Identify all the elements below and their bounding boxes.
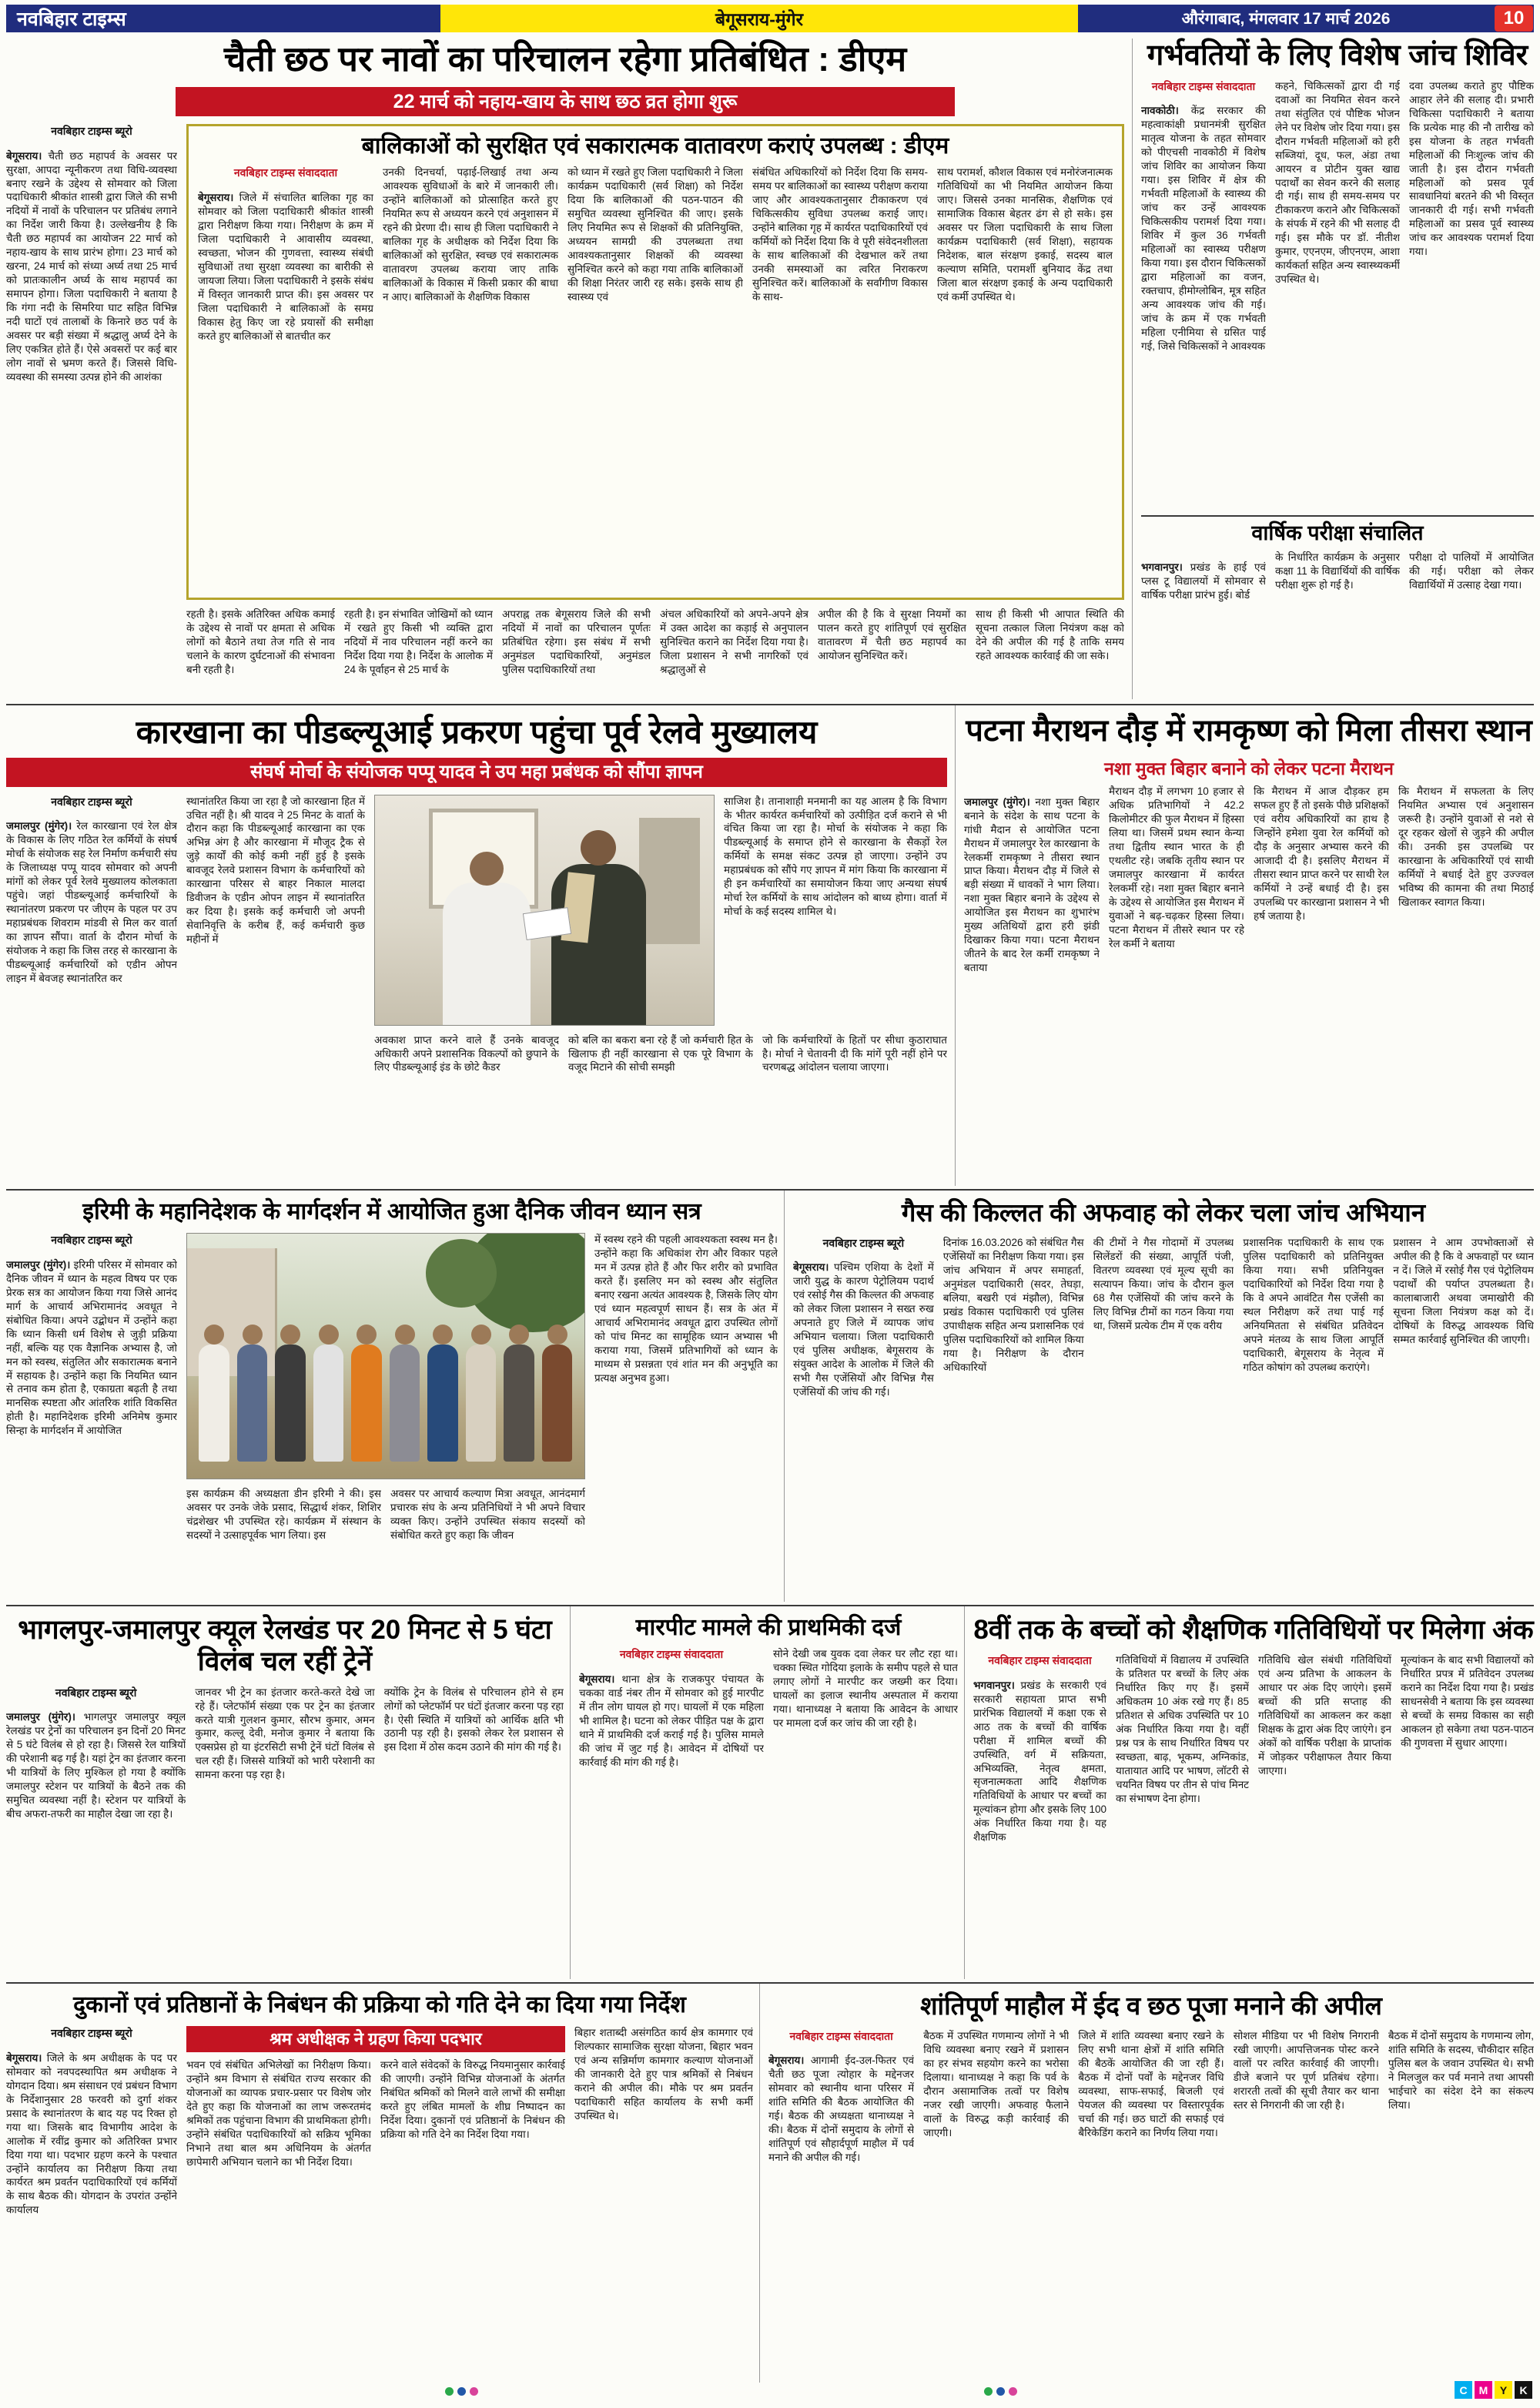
article-factory-pwi [6, 713, 947, 1178]
dateline: जमालपुर (मुंगेर)। [6, 1258, 71, 1271]
article-column: करने वाले संवेदकों के विरुद्ध नियमानुसार कार्रवाई की जाएगी। उन्होंने विभिन्न योजनाओं के अंतर्गत निबंधित श्रमिकों को मिलने वाले लाभों की समीक्षा करते हुए लंबित मामलों के शीघ्र निष्पादन का निर्देश दिया। दुकानों एवं प्रतिष्ठानों के निबंधन की प्रक्रिया को गति देने का निर्देश दिया गया। [380, 2059, 565, 2141]
registration-marks [445, 2387, 478, 2396]
section-trains-fir-school [6, 1605, 1534, 1985]
article-column: जानवर भी ट्रेन का इंतजार करते-करते देखे जा रहे हैं। प्लेटफॉर्म संख्या एक पर ट्रेन का इंतजार करते यात्री गुलशन कुमार, सौरभ कुमार, अमन कुमार, कल्लू देवी, मनोज कुमार ने बताया कि एक्सप्रेस हो या इंटरसिटी सभी ट्रेनें घंटों विलंब से चल रही हैं। जिससे यात्रियों को भारी परेशानी का सामना करना पड़ रहा है। [195, 1686, 375, 1781]
subhead-banner-factory: संघर्ष मोर्चा के संयोजक पप्पू यादव ने उप महा प्रबंधक को सौंपा ज्ञापन [6, 758, 947, 787]
headline-peace-meeting: शांतिपूर्ण माहौल में ईद व छठ पूजा मनाने की अपील [920, 1991, 1382, 2020]
article-column: गतिविधि खेल संबंधी गतिविधियों एवं अन्य प्रतिभा के आकलन के आधार पर अंक दिए जाएंगे। इसमें बच्चों की प्रति सप्ताह की गतिविधियों का आकलन कर कक्षा शिक्षक के द्वारा अंक दिए जाएंगे। इन अंकों को वार्षिक परीक्षा के प्राप्तांक में जोड़कर परीक्षाफल तैयार किया जाएगा। [1258, 1654, 1391, 1777]
headline-labour-office: दुकानों एवं प्रतिष्ठानों के निबंधन की प्रक्रिया को गति देने का दिया गया निर्देश [73, 1992, 686, 2018]
dateline: बेगूसराय। [793, 1261, 829, 1274]
registration-dot [996, 2387, 1005, 2396]
dateline: जमालपुर (मुंगेर)। [964, 795, 1030, 808]
article-column: को ध्यान में रखते हुए जिला पदाधिकारी ने जिला कार्यक्रम पदाधिकारी (सर्व शिक्षा) को निर्देश दिया कि बालिकाओं की पठन-पाठन की समुचित व्यवस्था सुनिश्चित की जाए। इसके लिए नियमित रूप से शिक्षकों की प्रतिनियुक्ति, अध्ययन सामग्री की उपलब्धता तथा आवश्यकतानुसार शिक्षकों की व्यवस्था सुनिश्चित करने को कहा गया ताकि बालिकाओं की शिक्षा निरंतर जारी रह सके। इसके साथ ही स्वास्थ्य एवं [567, 166, 743, 303]
article-text [6, 819, 177, 985]
article-labour-office [6, 1991, 753, 2377]
article-column [6, 795, 177, 1178]
subhead-banner-boats: 22 मार्च को नहाय-खाय के साथ छठ व्रत होगा शुरू [176, 87, 955, 116]
article-column: के निर्धारित कार्यक्रम के अनुसार कक्षा 11 के विद्यार्थियों की वार्षिक परीक्षा शुरू हो गई है। [1275, 551, 1400, 591]
article-text: जिले के श्रम अधीक्षक के पद पर सोमवार को नवपदस्थापित श्रम अधीक्षक ने योगदान दिया। श्रम संसाधन एवं प्रबंधन विभाग के निर्देशानुसार 28 फरवरी को दुर्गा शंकर प्रसाद के स्थानांतरण के बाद यह पद रिक्त हो गया था। जिसके बाद विभागीय आदेश के आलोक में रवींद्र कुमार को अतिरिक्त प्रभार दिया गया था। पदभार ग्रहण करने के पश्चात उन्होंने कार्यालय का निरीक्षण किया तथा कार्यरत श्रम प्रवर्तन पदाधिकारियों एवं कर्मियों के साथ बैठक की। योगदान के उपरांत उन्होंने कार्यालय [6, 2051, 177, 2216]
article-column: कि मैराथन में आज दौड़कर हम सफल हुए हैं तो इसके पीछे प्रशिक्षकों एवं वरीय अधिकारियों का हाथ है जिन्होंने हमेशा युवा रेल कर्मियों को दौड़ के अनुसार अभ्यास करने की आजादी दी है। इसलिए मैराथन में तीसरा स्थान प्राप्त करने पर साथी रेल कर्मियों ने उन्हें बधाई दी है। इस उपलब्धि पर कारखाना प्रशासन ने भी हर्ष जताया है। [1254, 785, 1389, 922]
dateline: जमालपुर (मुंगेर)। [6, 1711, 75, 1723]
edition-name: बेगूसराय-मुंगेर [440, 5, 1078, 32]
article-text: भागलपुर जमालपुर क्यूल रेलखंड पर ट्रेनों का परिचालन इन दिनों 20 मिनट से 5 घंटे विलंब से हो रहा है। जिससे रेल यात्रियों की परेशानी बढ़ गई है। यहां ट्रेन का इंतजार करना भी यात्रियों के लिए मुश्किल हो गया है क्योंकि जमालपुर स्टेशन पर यात्रियों के बैठने तक की समुचित व्यवस्था नहीं है। स्टेशन पर यात्रियों के बीच अफरा-तफरी का माहौल देखा जा रहा है। [6, 1711, 186, 1820]
photo-cabinet [639, 818, 700, 944]
page-number: 10 [1495, 5, 1533, 32]
article-column: अपील की है कि वे सुरक्षा नियमों का पालन करते हुए शांतिपूर्ण एवं सुरक्षित वातावरण में चैती छठ महापर्व का आयोजन सुनिश्चित करें। [818, 608, 966, 661]
dateline: बेगूसराय। [198, 191, 234, 203]
article-column [6, 1233, 177, 1593]
article-boats [6, 39, 1124, 695]
headline-fir: मारपीट मामले की प्राथमिकी दर्ज [635, 1615, 902, 1640]
masthead [6, 5, 1534, 32]
article-column: की टीमों ने गैस गोदामों में उपलब्ध सिलेंडरों की संख्या, आपूर्ति पंजी, वितरण व्यवस्था एवं मूल्य सूची का सत्यापन किया। जांच के दौरान कुल 68 गैस एजेंसियों की जांच करने के लिए विभिन्न टीमों का गठन किया गया था, जिसमें प्रत्येक टीम में एक वरीय [1093, 1236, 1234, 1331]
article-train-delay [6, 1614, 564, 1952]
headline-pregnancy-camp: गर्भवतियों के लिए विशेष जांच शिविर [1147, 39, 1528, 72]
byline: नवबिहार टाइम्स संवाददाता [233, 166, 338, 179]
dateline: बेगूसराय। [579, 1673, 615, 1685]
dateline: नावकोठी। [1141, 105, 1179, 117]
article-column [964, 785, 1100, 1122]
photo-person [427, 1345, 458, 1462]
headline-gas-inquiry: गैस की किल्लत की अफवाह को लेकर चला जांच अभियान [901, 1198, 1426, 1227]
dateline: बेगूसराय। [768, 2055, 805, 2067]
photo-person [313, 1345, 344, 1462]
headline-train-delay: भागलपुर-जमालपुर क्यूल रेलखंड पर 20 मिनट से 5 घंटा विलंब चल रहीं ट्रेनें [18, 1615, 552, 1677]
headline-marathon: पटना मैराथन दौड़ में रामकृष्ण को मिला तीसरा स्थान [966, 714, 1532, 748]
registration-dot [984, 2387, 993, 2396]
photo-person-dark-kurta [551, 864, 646, 1025]
photo-tree [426, 1239, 497, 1308]
article-text: चैती छठ महापर्व के अवसर पर सुरक्षा, आपदा न्यूनीकरण तथा विधि-व्यवस्था बनाए रखने के उद्देश्य से सोमवार को जिला पदाधिकारी श्रीकांत शास्त्री द्वारा जिले की सभी नदियों में नावों के परिचालन पर प्रतिबंध लगाने का निर्देश जारी किया है। उल्लेखनीय है कि चैती छठ महापर्व का आयोजन 22 मार्च को नहाय-खाय के साथ प्रारंभ होगा। 23 मार्च को खरना, 24 मार्च को संध्या अर्घ्य तथा 25 मार्च को प्रातःकालीन अर्घ्य के साथ महापर्व का समापन होगा। जिला पदाधिकारी ने बताया है कि गंगा नदी के सिमरिया घाट सहित विभिन्न नदी घाटों एवं तालाबों के किनारे छठ पर्व के अवसर पर बड़ी संख्या में श्रद्धालु अर्घ्य देने के लिए एकत्रित होते हैं। ऐसे अवसरों पर कई बार लोग नावों से भ्रमण करते हैं। जिससे विधि-व्यवस्था की समस्या उत्पन्न होने की आशंका [6, 149, 177, 383]
dateline: बेगूसराय। [6, 2051, 42, 2064]
photo-people-row [199, 1345, 572, 1462]
article-gas-inquiry [793, 1198, 1534, 1593]
article-text [6, 149, 177, 384]
article-text [768, 2054, 914, 2165]
article-column: इस कार्यक्रम की अध्यक्षता डीन इरिमी ने की। इस अवसर पर उनके जेके प्रसाद, सिद्धार्थ शंकर, शिशिर चंद्रशेखर भी उपस्थित रहे। कार्यक्रम में संस्थान के सदस्यों ने उत्साहपूर्वक भाग लिया। इस [186, 1488, 381, 1542]
yellow-mark: Y [1495, 2381, 1512, 2399]
article-column: साथ ही किसी भी आपात स्थिति की सूचना तत्काल जिला नियंत्रण कक्ष को देने की अपील की गई है ताकि समय रहते आवश्यक कार्रवाई की जा सके। [976, 608, 1124, 661]
article-text [973, 1679, 1106, 1844]
dateline: भगवानपुर। [1141, 561, 1183, 574]
article-column: प्रशासन ने आम उपभोक्ताओं से अपील की है कि वे अफवाहों पर ध्यान न दें। जिले में रसोई गैस एवं पेट्रोलियम पदार्थों की पर्याप्त उपलब्धता है। कालाबाजारी अथवा जमाखोरी की सूचना जिला नियंत्रण कक्ष को दें। दोषियों के विरुद्ध आवश्यक विधि सम्मत कार्रवाई सुनिश्चित की जाएगी। [1393, 1236, 1534, 1345]
boats-first-column [6, 124, 177, 695]
article-column: प्रशासनिक पदाधिकारी के साथ एक पुलिस पदाधिकारी को प्रतिनियुक्त किया गया। सभी प्रतिनियुक्त पदाधिकारियों को निर्देश दिया गया है कि वे अपने आवंटित गैस एजेंसी का स्थल निरीक्षण करें तथा पाई गई अनियमितता से संबंधित प्रतिवेदन अपने मंतव्य के साथ जिला आपूर्ति पदाधिकारी, बेगूसराय के नेतृत्व में गठित कोषांग को उपलब्ध कराएंगे। [1243, 1236, 1384, 1373]
article-text: केंद्र सरकार की महत्वाकांक्षी प्रधानमंत्री सुरक्षित मातृत्व योजना के तहत सोमवार को पीएचसी नावकोठी में विशेष जांच शिविर का आयोजन किया गया। इस शिविर में क्षेत्र की गर्भवती महिलाओं के स्वास्थ्य की जांच कर उन्हें आवश्यक चिकित्सकीय परामर्श दिया गया। शिविर में कुल 36 गर्भवती महिलाओं का स्वास्थ्य परीक्षण किया गया। इस दौरान चिकित्सकों द्वारा महिलाओं का वजन, रक्तचाप, हीमोग्लोबिन, मूत्र सहित अन्य आवश्यक जांच की गई। जांच के क्रम में एक गर्भवती महिला एनीमिया से ग्रसित पाई गई, जिसे चिकित्सकों ने आवश्यक [1141, 105, 1266, 352]
article-column: बैठक में दोनों समुदाय के गणमान्य लोग, शांति समिति के सदस्य, चौकीदार सहित पुलिस बल के जवान उपस्थित थे। सभी ने मिलजुल कर पर्व मनाने तथा आपसी भाईचारे का संदेश देने का संकल्प लिया। [1388, 2029, 1534, 2111]
magenta-mark: M [1475, 2381, 1492, 2399]
article-column: अवकाश प्राप्त करने वाले हैं उनके बावजूद अधिकारी अपने प्रशासनिक विकल्पों को छुपाने के लिए पीडब्ल्यूआई इंड के छोटे कैडर [374, 1033, 559, 1073]
article-fir [579, 1614, 958, 1949]
article-column: बिहार शताब्दी असंगठित कार्य क्षेत्र कामगार एवं शिल्पकार सामाजिक सुरक्षा योजना, बिहार भवन एवं अन्य सन्निर्माण कामगार कल्याण योजनाओं की जानकारी देते हुए पात्र श्रमिकों से निबंधन कराने की अपील की। मौके पर श्रम प्रवर्तन पदाधिकारी सहित कार्यालय के सभी कर्मी उपस्थित थे। [574, 2027, 753, 2122]
article-annual-exam [1141, 515, 1534, 632]
article-column [1141, 79, 1266, 507]
registration-dot [1009, 2387, 1017, 2396]
dateline: बेगूसराय। [6, 149, 42, 162]
article-column: जो कि कर्मचारियों के हितों पर सीधा कुठाराघात है। मोर्चा ने चेतावनी दी कि मांगें पूरी नहीं होने पर चरणबद्ध आंदोलन चलाया जाएगा। [762, 1033, 947, 1073]
article-column: अपराह्न तक बेगूसराय जिले की सभी नदियों में नावों का परिचालन पूर्णतः प्रतिबंधित रहेगा। इस संबंध में सभी अनुमंडल पदाधिकारियों, अनुमंडल पुलिस पदाधिकारियों तथा [502, 608, 651, 675]
article-column: मूल्यांकन के बाद सभी विद्यालयों को निर्धारित प्रपत्र में प्रतिवेदन उपलब्ध कराने का निर्देश दिया गया है। प्रखंड साधनसेवी ने बताया कि इस व्यवस्था से बच्चों के समग्र विकास का सही आकलन हो सकेगा तथा पठन-पाठन की गुणवत्ता में सुधार आएगा। [1401, 1654, 1534, 1750]
article-text [198, 191, 373, 343]
article-text [6, 1258, 177, 1438]
article-column [579, 1647, 764, 1949]
article-column: कि मैराथन में सफलता के लिए नियमित अभ्यास एवं अनुशासन जरूरी है। उन्होंने युवाओं से नशे से दूर रहकर खेलों से जुड़ने की अपील की। उनकी इस उपलब्धि पर कारखाना के अधिकारियों एवं साथी कर्मियों ने बधाई देते हुए उज्ज्वल भविष्य की कामना की तथा मिठाई खिलाकर स्वागत किया। [1398, 785, 1534, 908]
headline-boats: चैती छठ पर नावों का परिचालन रहेगा प्रतिबंधित : डीएम [223, 39, 907, 79]
article-text [1141, 561, 1266, 602]
subhead-banner-labour: श्रम अधीक्षक ने ग्रहण किया पदभार [186, 2026, 565, 2052]
article-column: सोने देखी जब युवक दवा लेकर घर लौट रहा था। चक्का स्थित गोदिया इलाके के समीप पहले से घात लगाए लोगों ने मारपीट कर जख्मी कर दिया। घायलों का इलाज स्थानीय अस्पताल में कराया गया। थानाध्यक्ष ने बताया कि आवेदन के आधार पर मामला दर्ज कर जांच की जा रही है। [773, 1648, 958, 1730]
headline-factory-pwi: कारखाना का पीडब्ल्यूआई प्रकरण पहुंचा पूर्व रेलवे मुख्यालय [136, 714, 818, 750]
registration-marks [984, 2387, 1017, 2396]
article-column: स्थानांतरित किया जा रहा है जो कारखाना हित में उचित नहीं है। श्री यादव ने 25 मिनट के वार्ता के दौरान कहा कि पीडब्ल्यूआई कारखाना का एक अभिन्न अंग है और कारखाना में मौजूद ट्रैक से जुड़े कार्यों की कोई कमी नहीं हुई है इसके बावजूद रेलवे प्रशासन विभाग के कर्मचारियों को कारखाना परिसर से बाहर निकाल मालदा डिवीजन के एडीन ओपन लाइन में स्थानांतरित कर दिया है। इसके कई कर्मचारी जो अपनी सेवानिवृत्ति के करीब हैं, कई कर्मचारी कुछ महीनों में [186, 795, 365, 946]
article-text [579, 1673, 764, 1770]
column-divider [955, 705, 956, 1186]
byline: नवबिहार टाइम्स संवाददाता [619, 1648, 724, 1661]
registration-dot [445, 2387, 454, 2396]
dateline: जमालपुर (मुंगेर)। [6, 820, 72, 832]
headline-girls-home: बालिकाओं को सुरक्षित एवं सकारात्मक वातावरण कराएं उपलब्ध : डीएम [361, 133, 949, 159]
article-column: रहती है। इन संभावित जोखिमों को ध्यान में रखते हुए किसी भी व्यक्ति द्वारा नदियों में नाव परिचालन नहीं करने का निर्देश दिया गया है। निर्देश के आलोक में 24 के पूर्वाहन से 25 मार्च के [344, 608, 493, 675]
photo-person [199, 1345, 229, 1462]
headline-annual-exam: वार्षिक परीक्षा संचालित [1251, 521, 1424, 544]
article-column: भवन एवं संबंधित अभिलेखों का निरीक्षण किया। उन्होंने श्रम विभाग से संबंधित राज्य सरकार की योजनाओं का व्यापक प्रचार-प्रसार पर विशेष जोर देते हुए कहा कि योजनाओं का लाभ जरूरतमंद श्रमिकों तक पहुंचाना विभाग की प्राथमिकता होगी। उन्होंने संबंधित पदाधिकारियों को सक्रिय भूमिका निभाने तथा बाल श्रम अधिनियम के अंतर्गत छापेमारी अभियान चलाने का भी निर्देश दिया। [186, 2059, 371, 2169]
column-divider [964, 1606, 965, 1979]
article-text [1141, 104, 1266, 353]
cyan-mark: C [1455, 2381, 1472, 2399]
photo-person-white-shirt [443, 882, 531, 1025]
registration-dot [457, 2387, 466, 2396]
article-pregnancy-camp [1141, 39, 1534, 632]
article-column: क्योंकि ट्रेन के विलंब से परिचालन होने से हम लोगों को प्लेटफॉर्म पर घंटों इंतजार करना पड़ रहा है। ऐसी स्थिति में यात्रियों को आर्थिक क्षति भी उठानी पड़ रही है। इसको लेकर रेल प्रशासन से इस दिशा में ठोस कदम उठाने की मांग की गई है। [383, 1686, 564, 1753]
article-column: बैठक में उपस्थित गणमान्य लोगों ने भी विधि व्यवस्था बनाए रखने में प्रशासन का हर संभव सहयोग करने का भरोसा दिलाया। थानाध्यक्ष ने कहा कि पर्व के दौरान असामाजिक तत्वों पर विशेष नजर रखी जाएगी। अफवाह फैलाने वालों के विरुद्ध कड़ी कार्रवाई की जाएगी। [923, 2029, 1070, 2138]
article-column: जिले में शांति व्यवस्था बनाए रखने के लिए सभी थाना क्षेत्रों में शांति समिति की बैठकें आयोजित की जा रही हैं। बैठक में दोनों पर्वों के मद्देनजर विधि व्यवस्था, साफ-सफाई, बिजली एवं पेयजल की व्यवस्था पर विस्तारपूर्वक चर्चा की गई। छठ घाटों की सफाई एवं बैरिकेडिंग कराने का निर्णय लिया गया। [1078, 2029, 1224, 2138]
article-column [6, 1686, 186, 1952]
dateline: भगवानपुर। [973, 1679, 1015, 1691]
boats-continuation [186, 608, 1124, 694]
article-text [6, 2051, 177, 2217]
article-peace-meeting [768, 1991, 1534, 2377]
column-divider [1132, 39, 1133, 699]
section-factory-marathon [6, 704, 1534, 1192]
article-text: पश्चिम एशिया के देशों में जारी युद्ध के कारण पेट्रोलियम पदार्थ एवं रसोई गैस की किल्लत की अफवाह को लेकर जिला प्रशासन ने सख्त रुख अपनाते हुए जिले में व्यापक जांच अभियान चलाया। जिला पदाधिकारी एवं पुलिस अधीक्षक, बेगूसराय के संयुक्त आदेश के आलोक में जिले की सभी गैस एजेंसियों और विभिन्न गैस एजेंसियों की जांच की गई। [793, 1261, 934, 1398]
byline: नवबिहार टाइम्स ब्यूरो [51, 2027, 132, 2040]
section-top [6, 39, 1534, 699]
article-column [6, 2026, 177, 2377]
article-column: गतिविधियों में विद्यालय में उपस्थिति के प्रतिशत पर बच्चों के लिए अंक निर्धारित किए गए हैं। इसमें अधिकतम 10 अंक रखे गए हैं। 85 प्रतिशत से अधिक उपस्थिति पर 10 अंक निर्धारित किया गया है। वहीं प्रश्न पत्र के साथ निर्धारित विषय पर स्वच्छता, बाढ़, भूकम्प, अग्निकांड, यातायात आदि पर भाषण, लॉटरी से चयनित विषय पर तीन से पांच मिनट का संभाषण देना होगा। [1116, 1654, 1249, 1804]
column-divider [784, 1191, 785, 1602]
article-text: जिले में संचालित बालिका गृह का सोमवार को जिला पदाधिकारी श्रीकांत शास्त्री द्वारा निरीक्षण किया गया। निरीक्षण के क्रम में जिला पदाधिकारी ने आवासीय व्यवस्था, स्वच्छता, भोजन की गुणवत्ता, स्वास्थ्य संबंधी सुविधाओं तथा सुरक्षा व्यवस्था का बारीकी से जायजा लिया। जिला पदाधिकारी ने इसके संबंध में विस्तृत जानकारी प्राप्त की। इस अवसर पर जिला पदाधिकारी ने बालिकाओं के समग्र विकास हेतु किए जा रहे प्रयासों की समीक्षा करते हुए बालिकाओं से बातचीत कर [198, 191, 373, 342]
photo-person [237, 1345, 268, 1462]
article-column: परीक्षा दो पालियों में आयोजित की गई। परीक्षा को लेकर विद्यार्थियों में उत्साह देखा गया। [1409, 551, 1534, 591]
article-column [1141, 551, 1266, 632]
byline: नवबिहार टाइम्स ब्यूरो [51, 1234, 132, 1247]
article-column: को बलि का बकरा बना रहे हैं जो कर्मचारी हित के खिलाफ ही नहीं कारखाना से एक पूरे विभाग के वजूद मिटाने की सोची समझी [568, 1033, 753, 1073]
article-column: उनकी दिनचर्या, पढ़ाई-लिखाई तथा अन्य आवश्यक सुविधाओं के बारे में जानकारी ली। उन्होंने बालिकाओं को प्रोत्साहित करते हुए नियमित रूप से अध्ययन करने एवं अनुशासन में रहने की प्रेरणा दी। साथ ही जिला पदाधिकारी ने बालिका गृह के अधीक्षक को निर्देश दिया कि बालिकाओं को सुरक्षित, स्वच्छ एवं सकारात्मक वातावरण उपलब्ध कराया जाए ताकि बालिकाओं के विकास में किसी प्रकार की बाधा न आए। बालिकाओं के शैक्षणिक विकास [383, 166, 558, 303]
article-girls-home-box [186, 124, 1124, 600]
column-divider [570, 1606, 571, 1979]
headline-meditation: इरिमी के महानिदेशक के मार्गदर्शन में आयोजित हुआ दैनिक जीवन ध्यान सत्र [82, 1199, 701, 1224]
column-divider [759, 1984, 760, 2383]
photo-memorandum-handover [374, 795, 715, 1026]
photo-person [504, 1345, 534, 1462]
photo-person [275, 1345, 306, 1462]
article-meditation [6, 1198, 778, 1593]
byline: नवबिहार टाइम्स संवाददाता [789, 2029, 893, 2042]
photo-person [542, 1345, 573, 1462]
article-column: सोशल मीडिया पर भी विशेष निगरानी रखी जाएगी। आपत्तिजनक पोस्ट करने वालों पर त्वरित कार्रवाई की जाएगी। डीजे बजाने पर पूर्ण प्रतिबंध रहेगा। शरारती तत्वों की सूची तैयार कर थाना स्तर से निगरानी की जा रही है। [1233, 2029, 1379, 2111]
article-column [973, 1653, 1106, 1920]
article-column: संबंधित अधिकारियों को निर्देश दिया कि समय-समय पर बालिकाओं का स्वास्थ्य परीक्षण कराया जाए और आवश्यकतानुसार टीकाकरण एवं चिकित्सकीय सुविधा उपलब्ध कराई जाए। उन्होंने बालिका गृह में कार्यरत पदाधिकारियों एवं कर्मियों को निर्देश दिया कि वे पूरी संवेदनशीलता के साथ बालिकाओं की देखभाल करें तथा उनकी समस्याओं का त्वरित निराकरण सुनिश्चित करें। बालिकाओं के सर्वांगीण विकास के साथ- [752, 166, 928, 303]
article-column [198, 166, 373, 555]
article-text: नशा मुक्त बिहार बनाने के संदेश के साथ पटना के गांधी मैदान से आयोजित पटना मैराथन में जमालपुर रेल कारखाना के रेलकर्मी रामकृष्ण ने तीसरा स्थान प्राप्त किया। मैराथन दौड़ में जिले से बड़ी संख्या में धावकों ने भाग लिया। नशा मुक्त बिहार बनाने के उद्देश्य से आयोजित इस मैराथन का शुभारंभ मुख्य अतिथियों द्वारा हरी झंडी दिखाकर किया गया। पटना मैराथन जीतने के बाद रेल कर्मी रामकृष्ण ने बताया [964, 795, 1100, 974]
byline: नवबिहार टाइम्स ब्यूरो [55, 1686, 137, 1699]
article-column: दवा उपलब्ध कराते हुए पौष्टिक आहार लेने की सलाह दी। प्रभारी चिकित्सा पदाधिकारी ने बताया कि प्रत्येक माह की नौ तारीख को इस योजना के तहत गर्भवती महिलाओं की निःशुल्क जांच की जाती है। इस दौरान गर्भवती महिलाओं को प्रसव पूर्व सावधानियां बरतने की भी विस्तृत जानकारी दी गई। सभी गर्भवती महिलाओं का प्रसव पूर्व स्वास्थ्य जांच कर आवश्यक परामर्श दिया गया। [1409, 79, 1534, 258]
article-text: इरिमी परिसर में सोमवार को दैनिक जीवन में ध्यान के महत्व विषय पर एक प्रेरक सत्र का आयोजन किया गया जिसे आनंद मार्ग के आचार्य अभिरामानंद अवधूत ने संबोधित किया। अपने उद्बोधन में उन्होंने कहा कि ध्यान किसी धर्म विशेष से जुड़ी प्रक्रिया नहीं, बल्कि यह एक वैज्ञानिक अभ्यास है, जो मन को स्वस्थ, संतुलित और सकारात्मक बनाने में सहायक है। उन्होंने कहा कि नियमित ध्यान से तनाव कम होता है, एकाग्रता बढ़ती है तथा मानसिक स्पष्टता और आंतरिक शांति विकसित होती है। महानिदेशक इरिमी अनिमेष कुमार सिन्हा के मार्गदर्शन में आयोजित [6, 1258, 177, 1437]
article-text [6, 1710, 186, 1821]
article-text [793, 1261, 934, 1399]
section-labour-peace [6, 1982, 1534, 2389]
byline: नवबिहार टाइम्स ब्यूरो [51, 795, 132, 808]
article-column: अवसर पर आचार्य कल्याण मित्रा अवधूत, आनंदमार्ग प्रचारक संघ के अन्य प्रतिनिधियों ने भी अपने विचार व्यक्त किए। उन्होंने उपस्थित संकाय सदस्यों को संबोधित करते हुए कहा कि जीवन [390, 1488, 585, 1542]
article-column: दिनांक 16.03.2026 को संबंधित गैस एजेंसियों का निरीक्षण किया गया। इस जांच अभियान में अपर समाहर्ता, अनुमंडल पदाधिकारी (सदर, तेघड़ा, बलिया, बखरी एवं मंझौल), विभिन्न प्रखंड विकास पदाधिकारी एवं पुलिस उपाधीक्षक सहित अन्य प्रशासनिक एवं पुलिस पदाधिकारियों को शामिल किया गया है। निरीक्षण के दौरान अधिकारियों [942, 1236, 1084, 1373]
photo-memorandum-paper [522, 907, 571, 940]
article-text: रेल कारखाना एवं रेल क्षेत्र के विकास के लिए गठित रेल कर्मियों के संघर्ष मोर्चा के संयोजक सह रेल निर्माण कर्मचारी संघ के जिलाध्यक्ष पप्पू यादव सोमवार को अपनी मांगों को लेकर पूर्व रेलवे मुख्यालय कोलकाता पहुंचे। जहां पीडब्ल्यूआई कर्मचारियों के स्थानांतरण प्रकरण पर जीएम के पहल पर उप महाप्रबंधक शिवराम मांडवी से मिल कर वार्ता का ज्ञापन सौंपा। वार्ता के दौरान मोर्चा के संयोजक ने कहा कि जिस तरह से कारखाना के पीडब्ल्यूआई कर्मचारियों को एडीन ओपन लाइन में बेवजह स्थानांतरित कर [6, 820, 177, 984]
byline: नवबिहार टाइम्स ब्यूरो [822, 1236, 905, 1249]
article-column: साजिश है। तानाशाही मनमानी का यह आलम है कि विभाग के भीतर कार्यरत कर्मचारियों को उत्पीड़ित दर्ज कराने से भी वंचित किया जा रहा है। मोर्चा के संयोजक ने कहा कि पीडब्ल्यूआई के समाप्त होने से कारखाना के सैकड़ों रेल कर्मियों के समक्ष संकट उत्पन्न हो जाएगा। उन्होंने उप महाप्रबंधक को सौंपे गए ज्ञापन में मांग किया कि कारखाना में ही इन कर्मचारियों का समायोजन किया जाए अन्यथा संघर्ष मोर्चा रेल कर्मियों के साथ आंदोलन को बाध्य होगा। वार्ता में मोर्चा के कई सदस्य शामिल थे। [724, 795, 947, 918]
byline: नवबिहार टाइम्स ब्यूरो [51, 125, 132, 138]
article-text: थाना क्षेत्र के राजकपुर पंचायत के चकका वार्ड नंबर तीन में सोमवार को हुई मारपीट में तीन लोग घायल हो गए। घायलों में एक महिला भी शामिल है। घटना को लेकर पीड़ित पक्ष के द्वारा थाने में प्राथमिकी दर्ज कराई गई है। पुलिस मामले की जांच में जुट गई है। आवेदन में दोषियों पर कार्रवाई की मांग की गई है। [579, 1673, 764, 1768]
article-text [964, 795, 1100, 975]
article-school-marks [973, 1614, 1534, 1920]
article-marathon [964, 713, 1534, 1122]
byline: नवबिहार टाइम्स संवाददाता [988, 1654, 1092, 1667]
registration-dot [470, 2387, 478, 2396]
article-column [793, 1236, 934, 1593]
photo-person-orange-robe [351, 1345, 382, 1462]
article-column: साथ परामर्श, कौशल विकास एवं मनोरंजनात्मक गतिविधियों का भी नियमित आयोजन किया जाए। जिससे उनका मानसिक, शैक्षणिक एवं सामाजिक विकास बेहतर ढंग से हो सके। इस अवसर पर जिला पदाधिकारी के साथ जिला कार्यक्रम पदाधिकारी (सर्व शिक्षा), सहायक निदेशक, बाल संरक्षण इकाई, सदस्य बाल कल्याण समिति, परामर्शी बुनियाद केंद्र तथा जिला बाल संरक्षण इकाई के अन्य पदाधिकारी एवं कर्मी उपस्थित थे। [937, 166, 1113, 303]
black-mark: K [1515, 2381, 1532, 2399]
article-column: में स्वस्थ रहने की पहली आवश्यकता स्वस्थ मन है। उन्होंने कहा कि अधिकांश रोग और विकार पहले मन में उत्पन्न होते हैं और फिर शरीर को प्रभावित करते हैं। इसलिए मन को स्वस्थ और संतुलित बनाए रखना अत्यंत आवश्यक है, जिसके लिए योग एवं ध्यान महत्वपूर्ण साधन हैं। सत्र के अंत में आचार्य अभिरामानंद अवधूत द्वारा उपस्थित लोगों को पांच मिनट का सामूहिक ध्यान अभ्यास भी कराया गया, जिसमें प्रतिभागियों को ध्यान के माध्यम से प्रसन्नता एवं शांत मन की अनुभूति का प्रत्यक्ष अनुभव हुआ। [594, 1234, 778, 1384]
article-text: आगामी ईद-उल-फितर एवं चैती छठ पूजा त्योहार के मद्देनजर सोमवार को स्थानीय थाना परिसर में शांति समिति की बैठक आयोजित की गई। बैठक की अध्यक्षता थानाध्यक्ष ने की। बैठक में दोनों समुदाय के लोगों से शांतिपूर्ण एवं सौहार्दपूर्ण माहौल में पर्व मनाने की अपील की गई। [768, 2055, 915, 2164]
article-column: मैराथन दौड़ में लगभग 10 हजार से अधिक प्रतिभागियों ने 42.2 किलोमीटर की फुल मैराथन में हिस्सा लिया था। जिसमें प्रथम स्थान केन्या तथा द्वितीय स्थान भारत के ही एथलीट रहे। जबकि तृतीय स्थान पर जमालपुर कारखाना में कार्यरत रेलकर्मी रहे। नशा मुक्त बिहार बनाने के उद्देश्य से आयोजित इस मैराथन में युवाओं ने बढ़-चढ़कर हिस्सा लिया। पटना मैराथन में तीसरे स्थान पर रहे रेल कर्मी ने बताया [1109, 785, 1244, 949]
article-text: प्रखंड के सरकारी एवं सरकारी सहायता प्राप्त सभी प्रारंभिक विद्यालयों में कक्षा एक से आठ तक के बच्चों की वार्षिक परीक्षा में शामिल बच्चों की उपस्थिति, वर्ग में सक्रियता, अभिव्यक्ति, नेतृत्व क्षमता, सृजनात्मकता आदि शैक्षणिक गतिविधियों के आधार पर बच्चों का मूल्यांकन होगा और इसके लिए 100 अंक निर्धारित किया गया है। यह शैक्षणिक [973, 1679, 1106, 1844]
article-column: कहने, चिकित्सकों द्वारा दी गई दवाओं का नियमित सेवन करने तथा संतुलित एवं पौष्टिक भोजन लेने पर विशेष जोर दिया गया। इस दौरान गर्भवती महिलाओं को हरी सब्जियां, दूध, फल, अंडा तथा आयरन व प्रोटीन युक्त खाद्य पदार्थों का सेवन करने की सलाह दी गई। साथ ही समय-समय पर टीकाकरण कराने और चिकित्सकों के संपर्क में रहने की भी सलाह दी गई। इस मौके पर डॉ. नीतीश कुमार, एएनएम, जीएनएम, आशा कार्यकर्ता सहित अन्य स्वास्थ्यकर्मी उपस्थित थे। [1275, 79, 1400, 286]
paper-name: नवबिहार टाइम्स [17, 8, 126, 30]
subhead-marathon: नशा मुक्त बिहार बनाने को लेकर पटना मैराथन [1104, 759, 1394, 779]
article-column: अंचल अधिकारियों को अपने-अपने क्षेत्र में उक्त आदेश का कड़ाई से अनुपालन सुनिश्चित कराने का निर्देश दिया गया है। जिला प्रशासन ने सभी नागरिकों एवं श्रद्धालुओं से [660, 608, 808, 675]
byline: नवबिहार टाइम्स संवाददाता [1151, 79, 1256, 92]
photo-person [390, 1345, 420, 1462]
section-meditation-gas [6, 1189, 1534, 1608]
photo-person [466, 1345, 497, 1462]
photo-meditation-group [186, 1233, 585, 1479]
article-column [768, 2029, 914, 2377]
headline-school-marks: 8वीं तक के बच्चों को शैक्षणिक गतिविधियों पर मिलेगा अंक [973, 1615, 1534, 1645]
masthead-dateline: औरंगाबाद, मंगलवार 17 मार्च 2026 [1181, 10, 1391, 28]
article-column: रहती है। इसके अतिरिक्त अधिक कमाई के उद्देश्य से नावों पर क्षमता से अधिक लोगों को बैठाने तथा तेज गति से नाव चलाने के कारण दुर्घटनाओं की संभावना बनी रहती है। [186, 608, 335, 675]
article-text: प्रखंड के हाई एवं प्लस टू विद्यालयों में सोमवार से वार्षिक परीक्षा प्रारंभ हुई। बोर्ड [1141, 561, 1266, 601]
cmyk-print-marks [1455, 2381, 1532, 2399]
